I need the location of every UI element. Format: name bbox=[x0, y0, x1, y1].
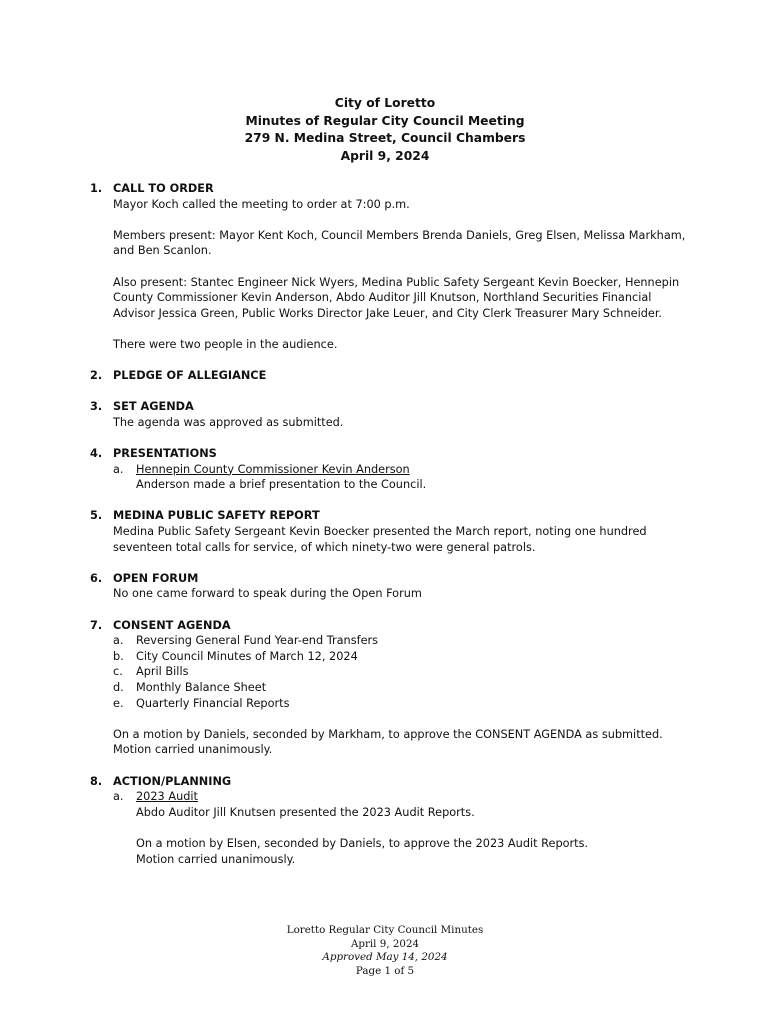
motion-text: On a motion by Daniels, seconded by Markham, to approve the CONSENT AGENDA as submitted. bbox=[113, 727, 663, 741]
page-number: Page 1 of 5 bbox=[355, 965, 415, 978]
list-item bbox=[113, 633, 690, 649]
section-title: MEDINA PUBLIC SAFETY REPORT bbox=[113, 509, 320, 523]
section-pledge bbox=[90, 368, 690, 384]
document-title: Minutes of Regular City Council Meeting bbox=[245, 113, 525, 128]
section-number: 6. bbox=[90, 571, 103, 585]
sub-item bbox=[113, 462, 690, 478]
section-heading bbox=[90, 618, 690, 634]
section-number: 2. bbox=[90, 369, 103, 383]
footer-date: April 9, 2024 bbox=[350, 937, 420, 950]
list-item-text: April Bills bbox=[136, 665, 189, 679]
document-header bbox=[0, 95, 770, 165]
list-item-text: Monthly Balance Sheet bbox=[136, 681, 267, 694]
list-item-text: City Council Minutes of March 12, 2024 bbox=[136, 649, 358, 663]
section-heading bbox=[90, 368, 690, 384]
list-item-letter: c. bbox=[113, 665, 123, 679]
section-presentations bbox=[90, 446, 690, 493]
motion-result: Motion carried unanimously. bbox=[113, 743, 273, 757]
section-title: PLEDGE OF ALLEGIANCE bbox=[113, 369, 267, 383]
section-title: ACTION/PLANNING bbox=[113, 774, 232, 788]
section-number: 5. bbox=[90, 509, 103, 523]
section-number: 7. bbox=[90, 618, 103, 632]
meeting-date: April 9, 2024 bbox=[340, 148, 430, 163]
list-item-text: Quarterly Financial Reports bbox=[136, 696, 290, 710]
motion-result: Motion carried unanimously. bbox=[136, 852, 296, 866]
section-heading bbox=[90, 571, 690, 587]
sub-item-body: Anderson made a brief presentation to the Council. bbox=[136, 478, 427, 492]
paragraph-members-present: Members present: Mayor Kent Koch, Council Members Brenda Daniels, Greg Elsen, Melissa Markham, and Ben Scanlon. bbox=[113, 228, 686, 258]
sub-item-title: 2023 Audit bbox=[136, 790, 198, 804]
list-item-letter: b. bbox=[113, 649, 124, 663]
minutes-body bbox=[90, 181, 690, 883]
section-open-forum bbox=[90, 571, 690, 602]
section-title: SET AGENDA bbox=[113, 400, 194, 414]
paragraph: The agenda was approved as submitted. bbox=[113, 415, 344, 429]
city-name: City of Loretto bbox=[334, 96, 436, 110]
section-action-planning bbox=[90, 774, 690, 868]
list-item-letter: d. bbox=[113, 681, 124, 694]
motion-text: On a motion by Elsen, seconded by Daniels, to approve the 2023 Audit Reports. bbox=[136, 836, 589, 850]
list-item bbox=[113, 680, 690, 696]
section-call-to-order bbox=[90, 181, 690, 353]
section-heading bbox=[90, 446, 690, 462]
section-heading bbox=[90, 181, 690, 197]
section-number: 3. bbox=[90, 400, 103, 414]
list-item bbox=[113, 664, 690, 680]
list-item bbox=[113, 649, 690, 665]
paragraph: Medina Public Safety Sergeant Kevin Boecker presented the March report, noting one hundred seventeen total calls for service, of which ninety-two were general patrols. bbox=[113, 525, 647, 554]
list-item-letter: e. bbox=[113, 696, 124, 710]
paragraph: No one came forward to speak during the Open Forum bbox=[113, 587, 422, 601]
section-consent-agenda bbox=[90, 618, 690, 758]
section-number: 8. bbox=[90, 774, 103, 788]
list-item bbox=[113, 696, 690, 712]
section-title: OPEN FORUM bbox=[113, 571, 199, 585]
section-heading bbox=[90, 774, 690, 790]
section-public-safety-report bbox=[90, 508, 690, 555]
section-set-agenda bbox=[90, 399, 690, 430]
sub-item-title: Hennepin County Commissioner Kevin Anderson bbox=[136, 462, 410, 476]
list-item-text: Reversing General Fund Year-end Transfers bbox=[136, 634, 379, 648]
sub-item bbox=[113, 789, 690, 805]
footer-title: Loretto Regular City Council Minutes bbox=[286, 924, 484, 936]
paragraph-also-present: Also present: Stantec Engineer Nick Wyers, Medina Public Safety Sergeant Kevin Boecker, Hennepin County Commissioner Kevin Anderson, Abdo Auditor Jill Knutson, Northland Securities Financial Advisor Jessica Green, Public Works Director Jake Leuer, and City Clerk Treasurer Mary Schneider. bbox=[113, 275, 680, 320]
footer-approved: Approved May 14, 2024 bbox=[322, 951, 448, 964]
section-heading bbox=[90, 508, 690, 524]
section-number: 4. bbox=[90, 447, 103, 461]
section-heading bbox=[90, 399, 690, 415]
sub-item-body: Abdo Auditor Jill Knutsen presented the 2023 Audit Reports. bbox=[136, 805, 475, 819]
list-item-letter: a. bbox=[113, 634, 124, 648]
section-title: CALL TO ORDER bbox=[113, 182, 214, 195]
consent-list bbox=[113, 633, 690, 711]
section-title: PRESENTATIONS bbox=[113, 447, 217, 461]
section-title: CONSENT AGENDA bbox=[113, 618, 231, 632]
paragraph: Mayor Koch called the meeting to order at 7:00 p.m. bbox=[113, 197, 410, 211]
meeting-location: 279 N. Medina Street, Council Chambers bbox=[244, 131, 526, 145]
paragraph-audience: There were two people in the audience. bbox=[113, 337, 338, 351]
page-footer bbox=[0, 924, 770, 979]
sub-item-letter: a. bbox=[113, 462, 124, 476]
section-number: 1. bbox=[90, 182, 103, 195]
sub-item-letter: a. bbox=[113, 790, 124, 804]
